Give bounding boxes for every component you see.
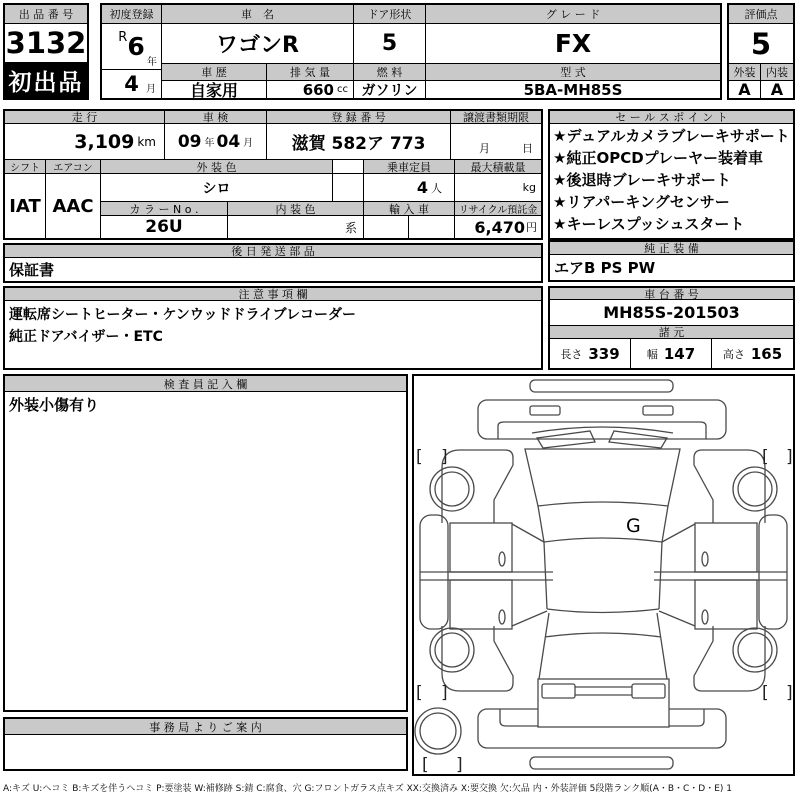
rear-glass-curve	[545, 633, 661, 637]
headlight-left	[530, 406, 560, 415]
notes-label: 注 意 事 項 欄	[5, 288, 541, 301]
deadline-month-label: 月	[479, 142, 490, 155]
car-diagram	[414, 376, 793, 774]
displacement-unit: cc	[337, 84, 348, 95]
bracket: ]	[786, 683, 793, 703]
lot-label: 出 品 番 号	[5, 5, 87, 24]
front-garnish	[530, 380, 673, 392]
inspector-box	[3, 374, 408, 712]
first-reg-era: R	[118, 30, 128, 45]
rear-wheel-left	[430, 628, 474, 672]
inspector-value: 外装小傷有り	[9, 396, 100, 414]
first-listing-badge: 初出品	[5, 62, 87, 98]
rear-wheel-right-inner	[738, 633, 772, 667]
rear-wheel-left-inner	[435, 633, 469, 667]
color-no-label: カ ラ ー N o .	[101, 202, 228, 216]
front-bumper-inner	[498, 422, 706, 439]
exterior-grade-label: 外装	[729, 64, 761, 81]
bracket: [	[762, 683, 769, 703]
bracket: ]	[441, 447, 448, 467]
first-reg-month-unit: 月	[146, 84, 156, 95]
office-label: 事 務 局 よ り ご 案 内	[5, 719, 406, 735]
sales-points-box	[548, 109, 795, 240]
capacity-value	[364, 174, 455, 202]
front-door-left	[450, 523, 512, 572]
import-cell-2	[409, 216, 455, 238]
equipment-box	[548, 240, 795, 282]
rear-fender-left	[442, 626, 513, 691]
bracket: ]	[786, 447, 793, 467]
lot-box	[3, 3, 89, 100]
door-shape-label: ドア形状	[354, 5, 426, 24]
recycle-number: 6,470	[474, 217, 525, 237]
spec-width	[631, 339, 712, 368]
rear-glass-left	[539, 613, 549, 679]
notes-box	[3, 286, 543, 370]
door-shape-value: 5	[354, 24, 426, 64]
registration-table	[3, 109, 543, 240]
spec-length-label: 長さ	[560, 347, 583, 361]
spec-width-label: 幅	[646, 347, 658, 361]
equipment-value: エアB PS PW	[554, 259, 656, 277]
ext-color-spacer	[333, 160, 364, 174]
bracket: [	[416, 447, 423, 467]
reg-no-label: 登 録 番 号	[267, 111, 451, 124]
front-wheel-left	[430, 467, 474, 511]
sales-point-item: ★純正OPCDプレーヤー装着車	[553, 149, 764, 167]
later-parts-box	[3, 243, 543, 283]
aircon-label: エアコン	[46, 160, 101, 174]
door-handle	[702, 610, 708, 624]
rear-glass-right	[657, 613, 667, 679]
first-reg-year-unit: 年	[147, 57, 157, 68]
door-handle	[499, 610, 505, 624]
color-no-value: 26U	[101, 216, 228, 238]
interior-grade-label: 内装	[761, 64, 793, 81]
notes-line: 運転席シートヒーター・ケンウッドドライブレコーダー	[9, 307, 357, 323]
ext-color-label: 外 装 色	[101, 160, 333, 174]
model-code-label: 型 式	[426, 64, 720, 81]
shaken-year-unit: 年	[204, 138, 215, 149]
spare-tire	[415, 708, 461, 754]
int-color-label: 内 装 色	[228, 202, 364, 216]
spec-length-value: 339	[588, 344, 620, 363]
mileage-number: 3,109	[74, 130, 135, 153]
door-handle	[702, 552, 708, 566]
chassis-value: MH85S-201503	[550, 300, 793, 326]
front-fender-right	[694, 450, 765, 523]
recycle-label: リサイクル預託金	[455, 202, 541, 216]
displacement-value	[267, 81, 354, 98]
shaken-value	[165, 124, 267, 160]
bracket: [	[416, 683, 423, 703]
fuel-label: 燃 料	[354, 64, 426, 81]
fuel-value: ガソリン	[354, 81, 426, 98]
ext-color-value: シロ	[101, 174, 333, 202]
max-load-label: 最大積載量	[455, 160, 541, 174]
a-pillar-left	[512, 524, 544, 542]
later-parts-value: 保証書	[9, 261, 55, 279]
notes-line: 純正ドアバイザー・ETC	[9, 329, 163, 345]
front-door-right	[695, 523, 757, 572]
aircon-value: AAC	[46, 174, 101, 238]
spec-height	[712, 339, 793, 368]
first-reg-year	[102, 24, 162, 70]
rear-door-left	[450, 580, 512, 629]
lot-number: 3132	[5, 26, 87, 60]
sales-point-item: ★後退時ブレーキサポート	[553, 171, 731, 189]
deadline-label: 譲渡書類期限	[451, 111, 541, 124]
front-wheel-left-inner	[435, 472, 469, 506]
rear-wheel-right	[733, 628, 777, 672]
import-cell-1	[364, 216, 409, 238]
deadline-value	[451, 124, 541, 160]
capacity-label: 乗車定員	[364, 160, 455, 174]
front-wheel-right-inner	[738, 472, 772, 506]
rear-garnish	[530, 757, 673, 769]
deadline-day-label: 日	[522, 142, 533, 155]
c-pillar-left	[512, 611, 547, 626]
int-color-value: 系	[228, 216, 364, 238]
spec-length	[550, 339, 631, 368]
equipment-label: 純 正 装 備	[550, 242, 793, 255]
sales-points-label: セ ー ル ス ポ イ ン ト	[550, 111, 793, 124]
cowl-line	[532, 427, 673, 433]
first-reg-year-value: 6	[127, 32, 145, 61]
front-wheel-right	[733, 467, 777, 511]
score-value: 5	[729, 24, 793, 64]
mileage-value	[5, 124, 165, 160]
bracket: [	[422, 755, 429, 774]
c-pillar-right	[659, 611, 695, 626]
interior-grade-value: A	[770, 81, 784, 98]
sales-point-item: ★キーレスプッシュスタート	[553, 215, 745, 233]
rear-door-right	[695, 580, 757, 629]
history-value: 自家用	[162, 81, 267, 98]
car-name-label: 車 名	[162, 5, 354, 24]
max-load-unit: kg	[522, 181, 536, 194]
capacity-unit: 人	[431, 181, 442, 195]
first-reg-month	[102, 70, 162, 98]
shaken-label: 車 検	[165, 111, 267, 124]
bracket: [	[762, 447, 769, 467]
front-fender-left	[442, 450, 513, 523]
ext-color-sub	[333, 174, 364, 202]
shift-value: IAT	[5, 174, 46, 238]
rear-fender-right	[694, 626, 765, 691]
displacement-number: 660	[302, 81, 334, 98]
chassis-label: 車 台 番 号	[550, 288, 793, 300]
bracket: ]	[456, 755, 463, 774]
score-box	[727, 3, 795, 100]
first-reg-month-value: 4	[124, 72, 139, 96]
roof-rear-edge	[547, 609, 659, 613]
rear-hatch	[538, 679, 669, 727]
spec-height-label: 高さ	[722, 347, 745, 361]
a-pillar-right	[662, 524, 695, 542]
score-label: 評価点	[729, 5, 793, 24]
car-diagram-box	[412, 374, 795, 776]
history-label: 車 歴	[162, 64, 267, 81]
windshield	[538, 506, 668, 542]
vehicle-info-table	[100, 3, 722, 100]
recycle-value	[455, 216, 541, 238]
bracket: ]	[441, 683, 448, 703]
model-code-value: 5BA-MH85S	[523, 81, 623, 98]
inspector-label: 検 査 員 記 入 欄	[5, 376, 406, 392]
hood	[525, 449, 680, 506]
grade-label: グ レ ー ド	[426, 5, 720, 24]
first-reg-label: 初度登録	[102, 5, 162, 24]
front-bumper	[478, 400, 726, 439]
max-load-value	[455, 174, 541, 202]
mileage-unit: km	[137, 134, 156, 149]
spec-height-value: 165	[750, 344, 783, 363]
mileage-label: 走 行	[5, 111, 165, 124]
spec-width-value: 147	[663, 344, 696, 363]
damage-legend: A:キズ U:ヘコミ B:キズを伴うヘコミ P:要塗装 W:補修跡 S:錆 C:腐食、穴 G:フロントガラス点キズ XX:交換済み X:要交換 欠:欠品 内・外装評価 5段階ランク順(A・B・C・D・E) 1	[3, 784, 733, 794]
chassis-box	[548, 286, 795, 370]
grade-value: FX	[426, 24, 720, 64]
sales-point-item: ★デュアルカメラブレーキサポート	[553, 127, 790, 145]
shift-label: シフト	[5, 160, 46, 174]
reg-no-value: 滋賀 582ア 773	[267, 124, 451, 160]
shaken-year: 09	[177, 131, 202, 152]
later-parts-label: 後 日 発 送 部 品	[5, 245, 541, 258]
roof-side-left	[544, 542, 547, 609]
exterior-grade-value: A	[729, 81, 761, 98]
sales-point-item: ★リアパーキングセンサー	[553, 193, 730, 211]
capacity-number: 4	[416, 178, 428, 197]
glass-damage-mark: G	[626, 515, 641, 537]
headlight-right	[643, 406, 673, 415]
recycle-unit: 円	[526, 221, 537, 234]
sales-points-list	[550, 125, 793, 235]
shaken-month-unit: 月	[243, 138, 254, 149]
import-label: 輸 入 車	[364, 202, 455, 216]
door-handle	[499, 552, 505, 566]
car-name: ワゴンR	[162, 24, 354, 64]
shaken-month: 04	[216, 131, 241, 152]
specs-label: 諸 元	[550, 326, 793, 339]
office-box	[3, 717, 408, 771]
displacement-label: 排 気 量	[267, 64, 354, 81]
roof-side-right	[659, 542, 662, 609]
spare-tire-inner	[420, 713, 456, 749]
